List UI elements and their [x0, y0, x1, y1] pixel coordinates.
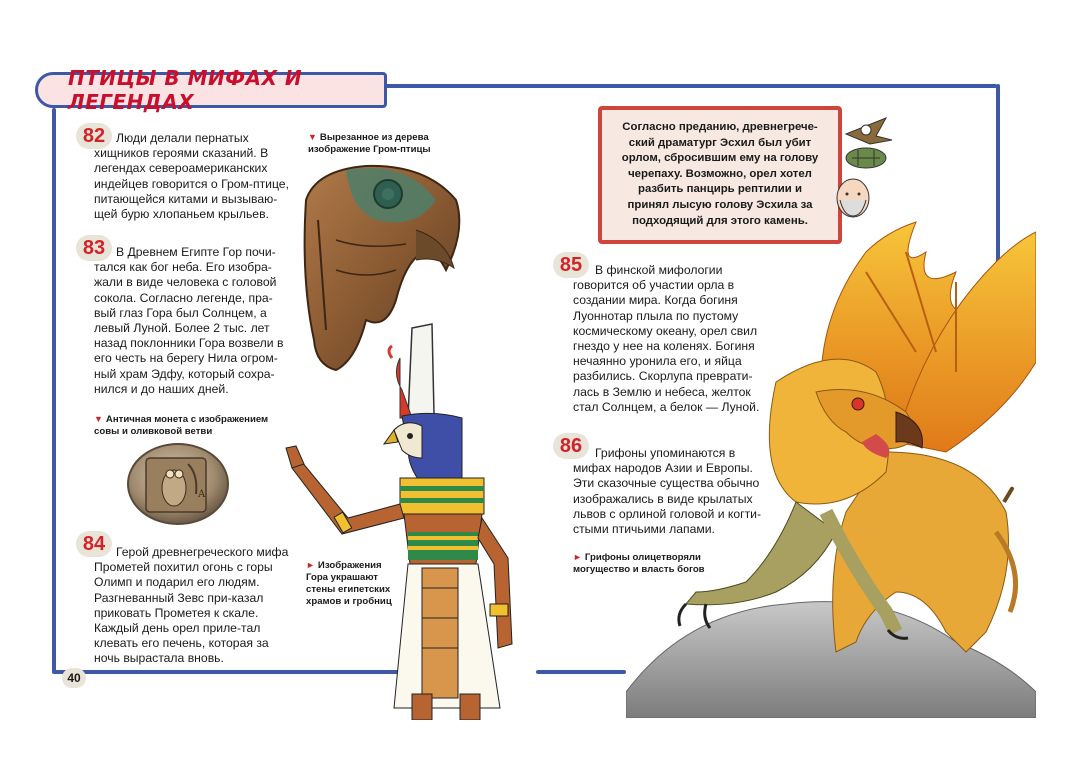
- owl-coin-image: [126, 442, 230, 526]
- section-number-86: 86: [553, 433, 589, 459]
- griffin-caption: ► Грифоны олицетворяли могущество и власть богов: [573, 552, 705, 575]
- section-text-85: В финской мифологии говорится об участии орла в создании мира. Когда богиня Луоннотар плыла по пустому космическому океану, орел свил гнездо у нее на коленях. Богиня нечаянно уронила его, и яйца разбились. Скорлупа преврати-лась в Землю и небеса, желток стал Солнцем, а белок — Луной.: [573, 263, 760, 414]
- frame-left-line: [52, 108, 56, 673]
- section-number-82: 82: [76, 123, 112, 149]
- coin-caption: ▼ Античная монета с изображением совы и оливковой ветви: [94, 414, 269, 437]
- page-number: 40: [62, 668, 86, 688]
- eagle-turtle-illustration: [836, 114, 900, 174]
- svg-text:Α: Α: [198, 489, 206, 500]
- horus-caption: ► Изображения Гора украшают стены египетских храмов и гробниц: [306, 560, 392, 607]
- section-number-84: 84: [76, 531, 112, 557]
- horus-figure-image: [282, 318, 518, 720]
- section-text-84: Герой древнегреческого мифа Прометей похитил огонь с горы Олимп и подарил его людям. Разгневанный Зевс при-казал приковать Прометея к скале. Каждый день орел приле-тал клевать его печень, которая за ночь вырастала вновь.: [94, 545, 289, 666]
- frame-top-line: [375, 84, 997, 88]
- section-number-83: 83: [76, 235, 112, 261]
- triangle-right-icon: ►: [573, 552, 582, 562]
- title-banner: [35, 66, 387, 114]
- triangle-down-icon: ▼: [308, 132, 317, 142]
- section-text-82: Люди делали пернатых хищников героями сказаний. В легендах североамериканских индейцев говорится о Гром-птице, питающейся китами и вызываю-щей бурю хлопаньем крыльев.: [94, 131, 289, 222]
- frame-bottom-line-2: [536, 670, 626, 674]
- page-title: ПТИЦЫ В МИФАХ И ЛЕГЕНДАХ: [68, 66, 303, 114]
- section-text-83: В Древнем Египте Гор почи-тался как бог неба. Его изобра-жали в виде человека с головой сокола. Согласно легенде, пра-вый глаз Гора был Солнцем, а левый Луной. Более 2 тыс. лет назад поклонники Гора возвели в его честь на берегу Нила огром-ный храм Эдфу, который сохра-нился и до наших дней.: [94, 245, 284, 396]
- griffin-image: [626, 212, 1036, 718]
- triangle-right-icon: ►: [306, 560, 315, 570]
- section-number-85: 85: [553, 252, 589, 278]
- fact-box-text: Согласно преданию, древнегрече-ский драматург Эсхил был убит орлом, сбросившим ему на голову черепаху. Возможно, орел хотел разбить панцирь рептилии и принял лысую голову Эсхила за подходящий для этого камень.: [621, 121, 819, 227]
- section-text-86: Грифоны упоминаются в мифах народов Азии и Европы. Эти сказочные существа обычно изображались в виде крылатых львов с орлиной головой и когти-стыми птичьими лапами.: [573, 446, 762, 537]
- triangle-down-icon: ▼: [94, 414, 103, 424]
- thunderbird-caption: ▼ Вырезанное из дерева изображение Гром-птицы: [308, 132, 431, 155]
